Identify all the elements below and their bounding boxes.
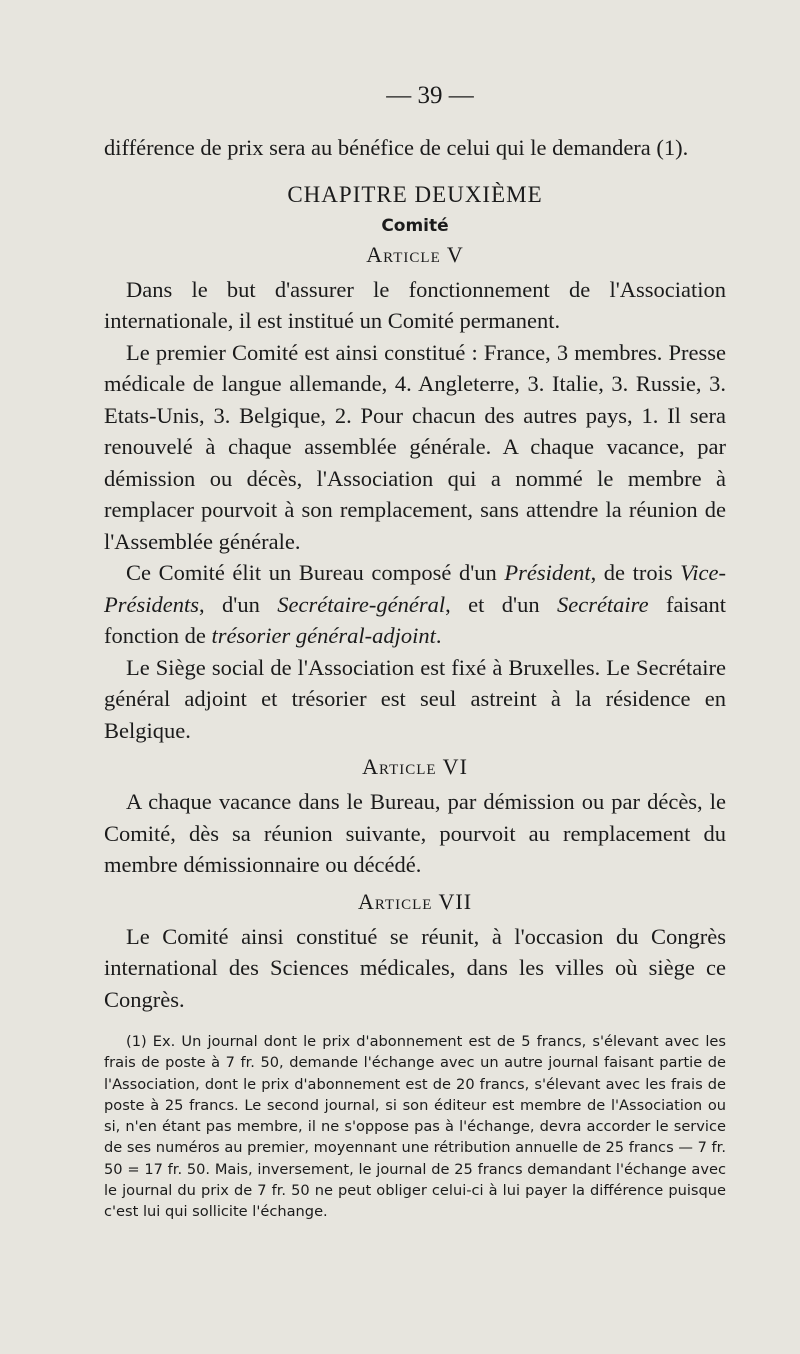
article-5-paragraph-1: Dans le but d'assurer le fonctionnement de l'Association internationale, il est institué un Comité permanent. (104, 276, 726, 333)
text-segment: , et d'un (445, 591, 557, 617)
text-segment: , d'un (199, 591, 278, 617)
president-term: Président (504, 560, 591, 585)
article-5-paragraph-3 (104, 557, 726, 652)
footnote: (1) Ex. Un journal dont le prix d'abonnement est de 5 francs, s'élevant avec les frais de poste à 7 fr. 50, demande l'échange avec un autre journal faisant partie de l'Association, dont le prix d'abonnement est de 20 francs, s'élevant avec les frais de poste à 25 francs. Le second journal, si son éditeur est membre de l'Association ou si, n'en étant pas membre, il ne s'oppose pas à l'échange, devra accorder le service de ses numéros au premier, moyennant une rétribution annuelle de 25 francs — 7 fr. 50 = 17 fr. 50. Mais, inversement, le journal de 25 francs demandant l'échange avec le journal du prix de 7 fr. 50 ne peut obliger celui-ci à lui payer la différence puisque c'est lui qui sollicite l'échange. (104, 1033, 726, 1221)
article-5-title: Article V (366, 241, 464, 267)
text-segment: Ce Comité élit un Bureau composé d'un (126, 560, 505, 585)
text-segment: faisant fonction de (104, 591, 726, 648)
chapter-title: CHAPITRE DEUXIÈME (287, 181, 543, 207)
article-6-paragraph-1: A chaque vacance dans le Bureau, par démission ou par décès, le Comité, dès sa réunion suivante, pourvoit au remplacement du membre démissionnaire ou décédé. (104, 789, 726, 877)
vice-presidents-term: Vice-Présidents (104, 560, 726, 617)
page-number: — 39 — (386, 82, 474, 109)
secretary-general-term: Secrétaire-général (277, 591, 446, 617)
section-title: Comité (381, 215, 449, 236)
text-segment: , de trois (590, 560, 681, 585)
secretary-term: Secrétaire (556, 591, 649, 617)
article-5-paragraph-2: Le premier Comité est ainsi constitué : France, 3 membres. Presse médicale de langue allemande, 4. Angleterre, 3. Italie, 3. Russie, 3. Etats-Unis, 3. Belgique, 2. Pour chacun des autres pays, 1. Il sera renouvelé à chaque assemblée générale. A chaque vacance, par démission ou décès, l'Association qui a nommé le membre à remplacer pourvoit à son remplacement, sans attendre la réunion de l'Assemblée générale. (104, 339, 726, 554)
article-5-paragraph-4: Le Siège social de l'Association est fixé à Bruxelles. Le Secrétaire général adjoint et trésorier est seul astreint à la résidence en Belgique. (104, 654, 726, 743)
intro-paragraph: différence de prix sera au bénéfice de celui qui le demandera (1). (104, 135, 689, 160)
text-segment: . (435, 623, 442, 648)
article-7-paragraph-1: Le Comité ainsi constitué se réunit, à l'occasion du Congrès international des Sciences médicales, dans les villes où siège ce Congrès. (104, 923, 726, 1012)
article-7-title: Article VII (357, 888, 473, 914)
article-6-title: Article VI (362, 754, 468, 779)
treasurer-term: trésorier général-adjoint (211, 623, 436, 648)
